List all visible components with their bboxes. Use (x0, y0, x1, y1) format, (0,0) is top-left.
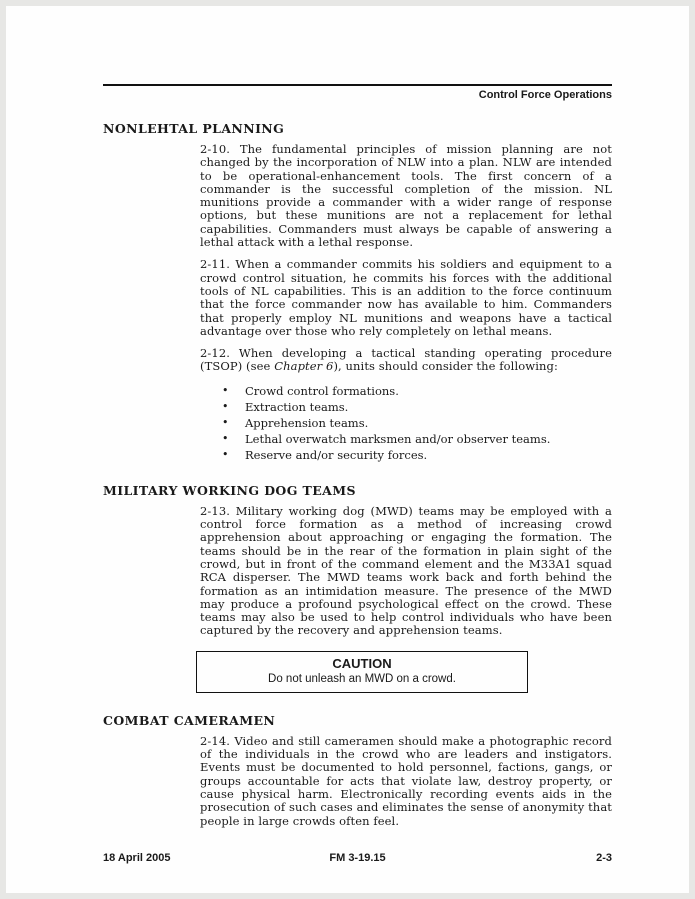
paragraph-2-13: 2-13. Military working dog (MWD) teams may be employed with a control force formation as a method of increasing crowd apprehension about approaching or engaging the formation. The teams should be in the rear of the formation in plain sight of the crowd, but in front of the command element and the M33A1 squad RCA disperser. The MWD teams work back and forth behind the formation as an intimidation measure. The presence of the MWD may produce a profound psychological effect on the crowd. These teams may also be used to help control individuals who have been captured by the recovery and apprehension teams. (200, 503, 612, 638)
paragraph-2-12 (200, 347, 612, 374)
header-title: Control Force Operations (478, 89, 612, 101)
paragraph-2-10: 2-10. The fundamental principles of mission planning are not changed by the incorporation of NLW into a plan. NLW are intended to be operational-enhancement tools. The first concern of a commander is the successful completion of the mission. NL munitions provide a commander with a wider range of response options, but these munitions are not a replacement for lethal capabilities. Commanders must always be capable of answering a lethal attack with a lethal response. (200, 142, 612, 250)
caution-box (196, 651, 528, 693)
chapter-6-reference: Chapter 6 (274, 359, 334, 374)
caution-title: CAUTION (332, 655, 392, 671)
list-item-text: Reserve and/or security forces. (245, 447, 428, 462)
bullet-icon: • (222, 383, 229, 397)
section-heading-military-working-dog-teams: MILITARY WORKING DOG TEAMS (103, 482, 356, 498)
page-header (103, 84, 612, 101)
list-item-text: Crowd control formations. (245, 383, 399, 398)
paragraph-2-12-text: 2-12. When developing a tactical standing operating procedure (TSOP) (see (200, 346, 612, 374)
paragraph-2-12-text-end: ), units should consider the following: (333, 359, 558, 374)
footer-date: 18 April 2005 (103, 852, 171, 864)
list-item (200, 415, 612, 431)
paragraph-2-14: 2-14. Video and still cameramen should make a photographic record of the individuals in the crowd who are leaders and instigators. Events must be documented to hold personnel, factions, gangs, or groups accountable for acts that violate law, destroy property, or cause physical harm. Electronically recording events aids in the prosecution of such cases and eliminates the sense of anonymity that people in large crowds often feel. (200, 733, 612, 828)
section-heading-combat-cameramen: COMBAT CAMERAMEN (103, 712, 276, 728)
page-footer (103, 852, 612, 864)
footer-page-number: 2-3 (596, 852, 612, 864)
list-item (200, 399, 612, 415)
caution-text: Do not unleash an MWD on a crowd. (268, 672, 456, 685)
tsop-consideration-list (200, 383, 612, 463)
list-item-text: Apprehension teams. (245, 415, 369, 430)
paragraph-2-11: 2-11. When a commander commits his soldiers and equipment to a crowd control situation, he commits his forces with the additional tools of NL capabilities. This is an addition to the force continuum that the force commander now has available to him. Commanders that properly employ NL munitions and weapons have a tactical advantage over those who rely completely on lethal means. (200, 257, 612, 338)
section-heading-nonlethal-planning: NONLEHTAL PLANNING (103, 121, 285, 136)
list-item-text: Lethal overwatch marksmen and/or observer teams. (245, 431, 551, 446)
list-item (200, 431, 612, 447)
document-page (6, 6, 689, 893)
bullet-icon: • (222, 399, 229, 413)
bullet-icon: • (222, 431, 229, 445)
list-item (200, 447, 612, 463)
list-item (200, 383, 612, 399)
list-item-text: Extraction teams. (245, 399, 349, 414)
bullet-icon: • (222, 415, 229, 429)
footer-manual-number: FM 3-19.15 (329, 852, 386, 864)
bullet-icon: • (222, 447, 229, 461)
